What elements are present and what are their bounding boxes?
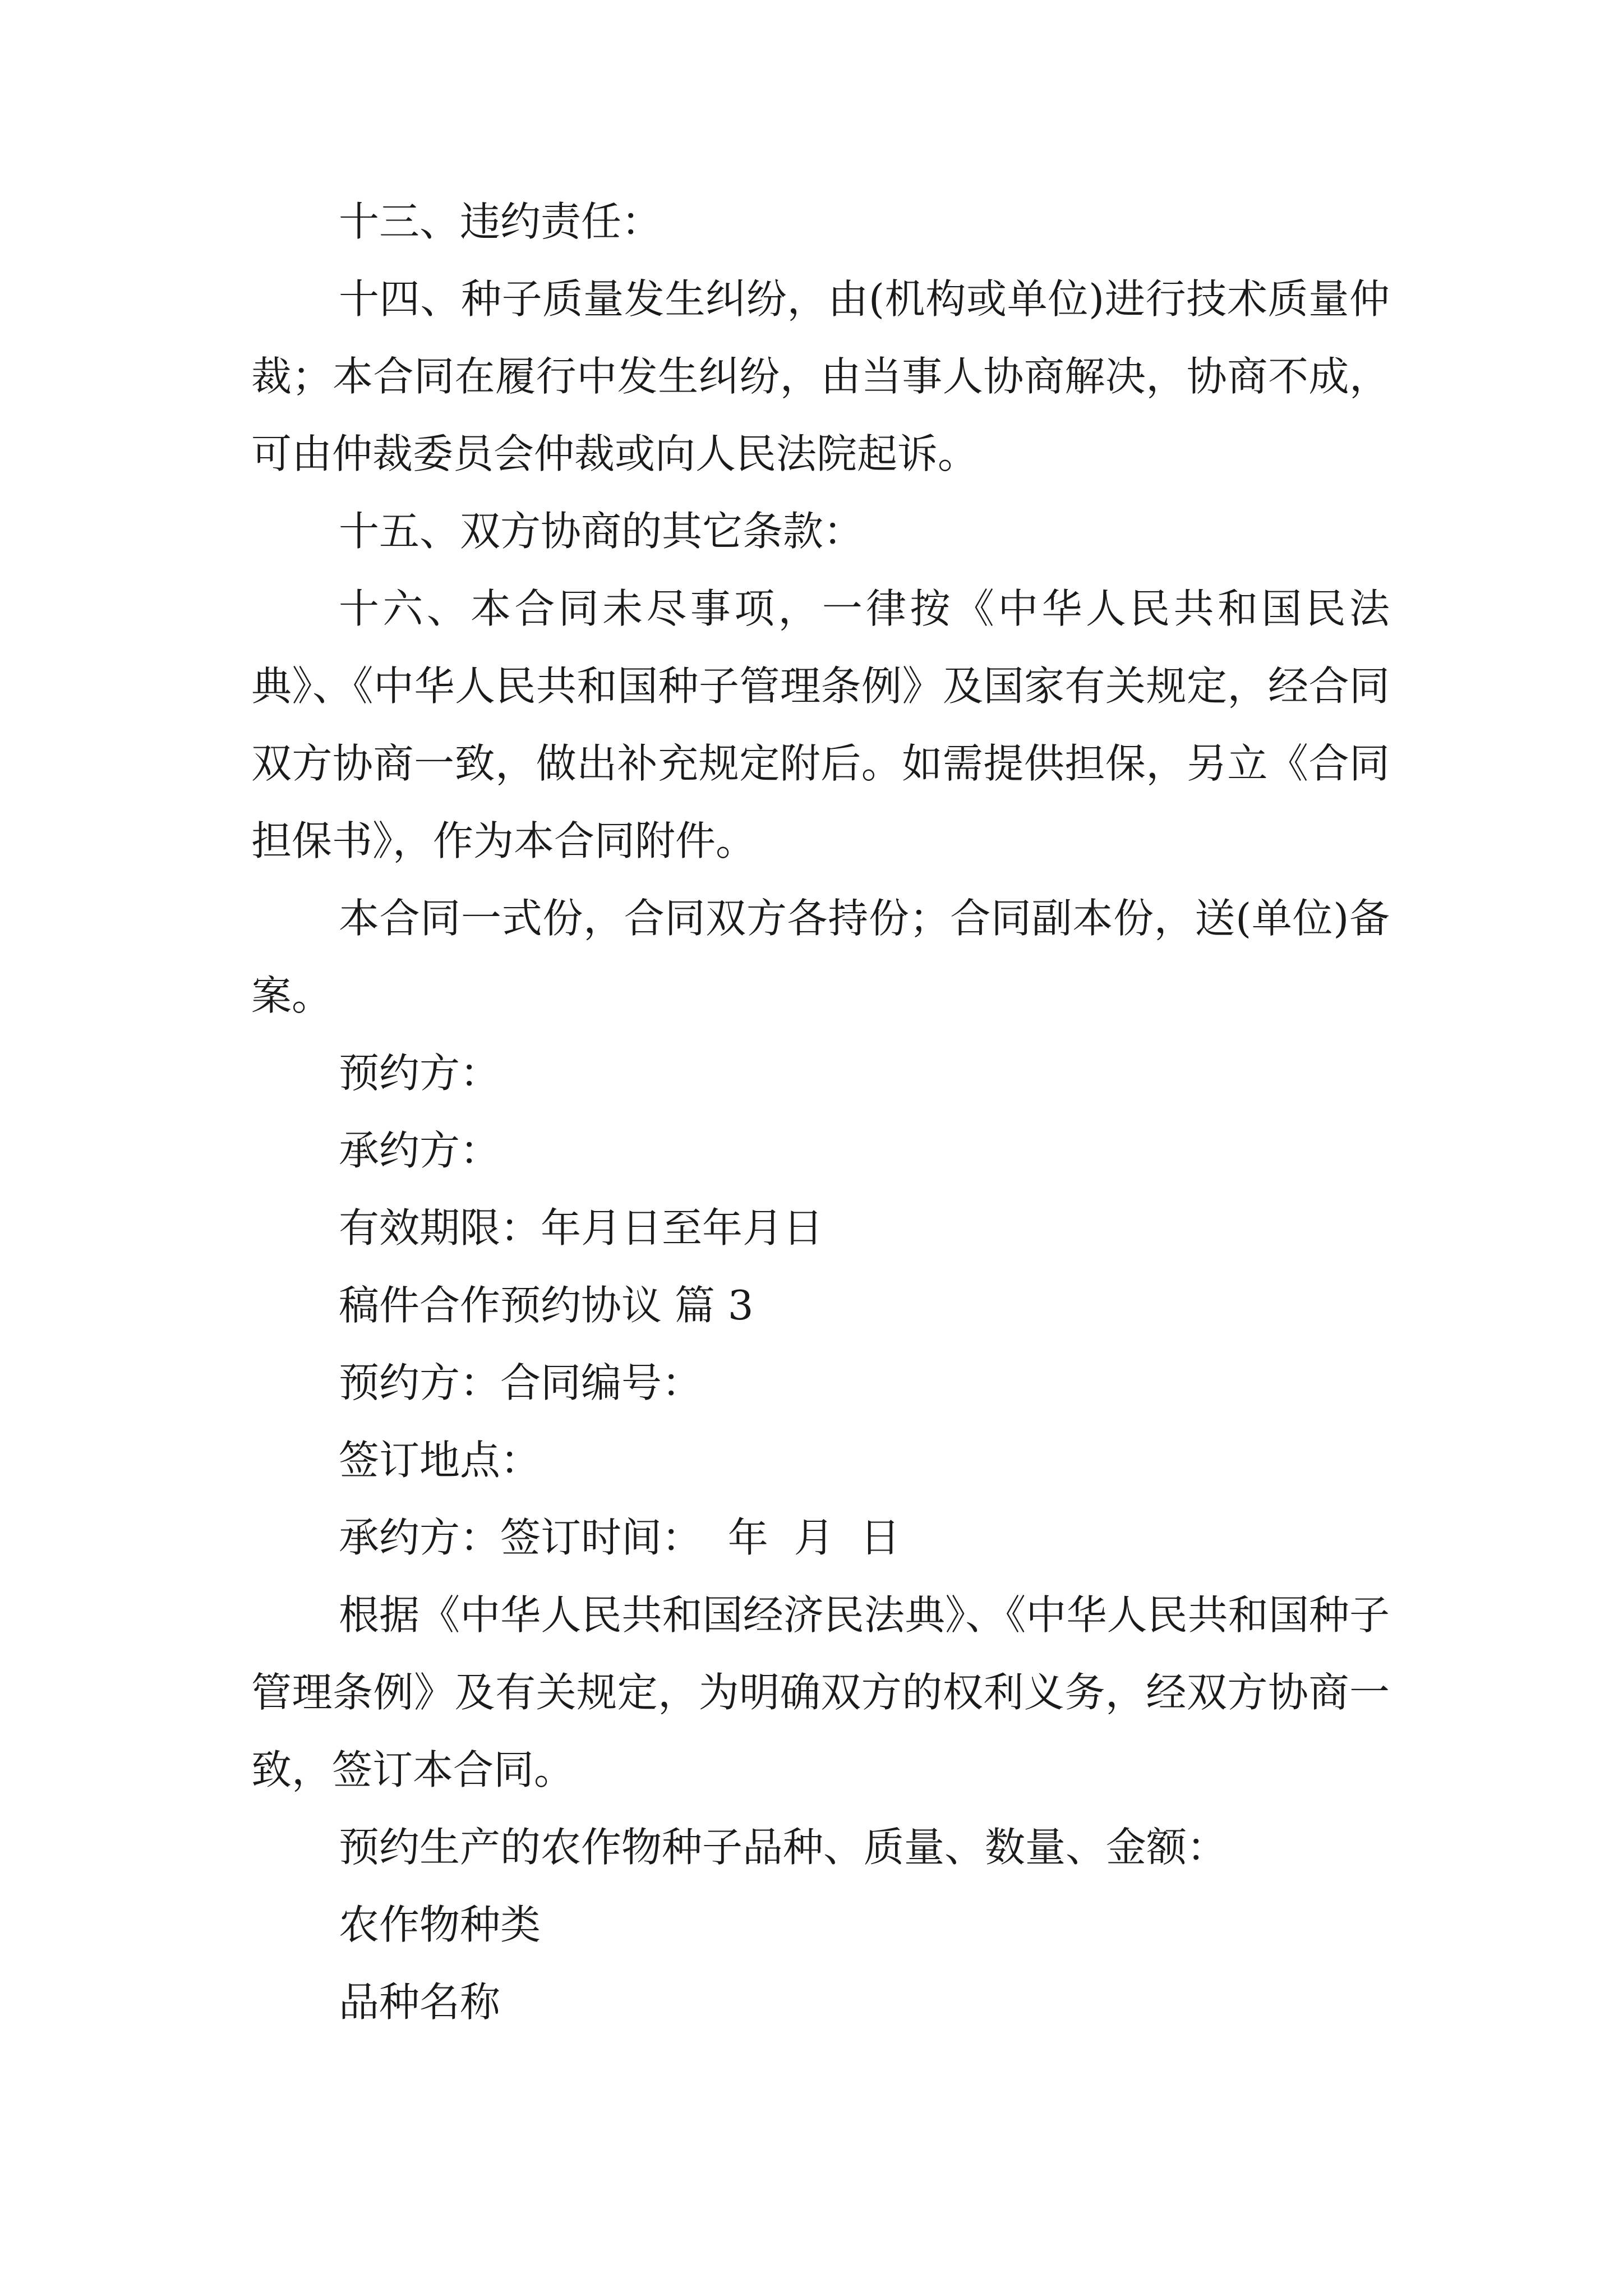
- section-heading: 稿件合作预约协议 篇 3: [339, 1282, 754, 1329]
- crop-type-line: 农作物种类: [339, 1901, 541, 1948]
- clause-15: 十五、双方协商的其它条款：: [339, 508, 864, 555]
- party-b-signing-time-line: 承约方：签订时间： 年 月 日: [339, 1514, 901, 1561]
- party-a-line: 预约方：: [339, 1050, 501, 1097]
- signing-place-line: 签订地点：: [339, 1437, 541, 1484]
- clause-14: 十四、种子质量发生纠纷，由(机构或单位)进行技术质量仲裁；本合同在履行中发生纠纷，由当事人协商解决，协商不成，可由仲裁委员会仲裁或向人民法院起诉。: [251, 275, 1390, 477]
- copies-paragraph: 本合同一式份，合同双方各持份；合同副本份，送(单位)备案。: [251, 895, 1390, 1019]
- document-body: [251, 183, 1390, 2041]
- validity-line: 有效期限：年月日至年月日: [339, 1204, 824, 1251]
- party-a-contract-no-line: 预约方：合同编号：: [339, 1359, 703, 1406]
- party-b-line: 承约方：: [339, 1127, 501, 1174]
- seed-details-line: 预约生产的农作物种子品种、质量、数量、金额：: [339, 1824, 1228, 1871]
- variety-name-line: 品种名称: [339, 1978, 501, 2026]
- clause-16: 十六、本合同未尽事项，一律按《中华人民共和国民法典》、《中华人民共和国种子管理条例》及国家有关规定，经合同双方协商一致，做出补充规定附后。如需提供担保，另立《合同担保书》，作为本合同附件。: [251, 585, 1390, 864]
- clause-13: 十三、违约责任：: [339, 198, 662, 245]
- preamble-paragraph: 根据《中华人民共和国经济民法典》、《中华人民共和国种子管理条例》及有关规定，为明确双方的权利义务，经双方协商一致，签订本合同。: [251, 1591, 1390, 1793]
